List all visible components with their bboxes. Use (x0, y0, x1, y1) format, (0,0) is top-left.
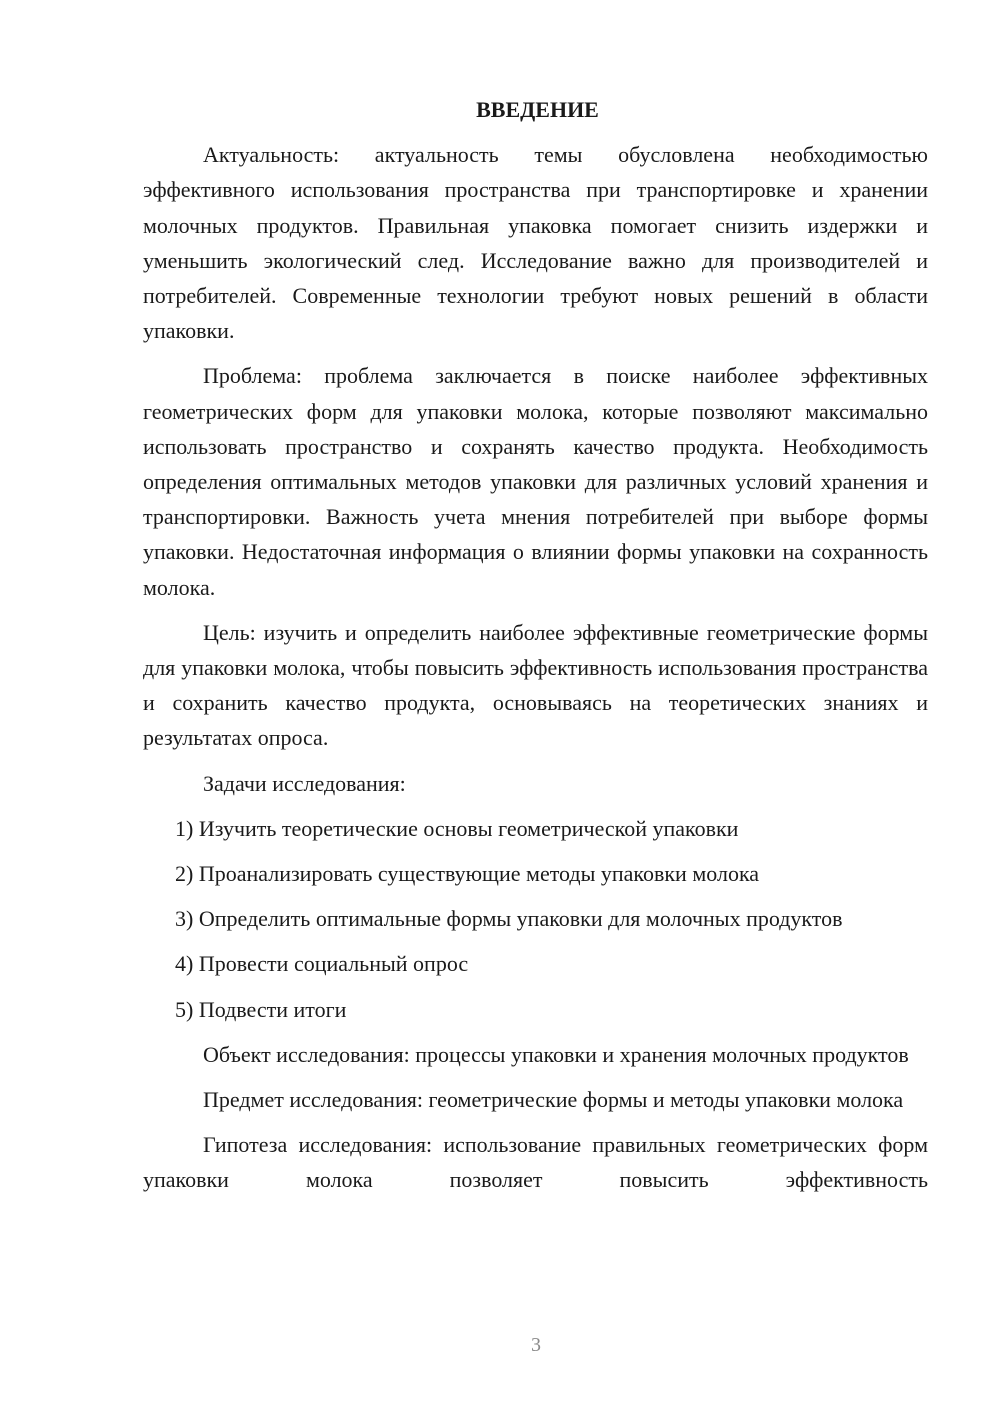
task-item-1: 1) Изучить теоретические основы геометрической упаковки (175, 815, 739, 841)
paragraph-hypothesis: Гипотеза исследования: использование правильных геометрических форм упаковки молока позволяет повысить эффективность (143, 1132, 928, 1193)
task-item-2: 2) Проанализировать существующие методы упаковки молока (175, 861, 760, 887)
paragraph-subject: Предмет исследования: геометрические формы и методы упаковки молока (203, 1087, 904, 1113)
page-content (143, 92, 928, 1208)
paragraph-problem: Проблема: проблема заключается в поиске наиболее эффективных геометрических форм для упаковки молока, которые позволяют максимально использовать пространство и сохранять качество продукта. Необходимость определения оптимальных методов упаковки для различных условий хранения и транспортировки. Важность учета мнения потребителей при выборе формы упаковки. Недостаточная информация о влиянии формы упаковки на сохранность молока. (143, 363, 928, 600)
section-heading: ВВЕДЕНИЕ (476, 97, 599, 122)
tasks-heading: Задачи исследования: (203, 770, 406, 796)
paragraph-relevance: Актуальность: актуальность темы обусловлена необходимостью эффективного использования пространства при транспортировке и хранении молочных продуктов. Правильная упаковка помогает снизить издержки и уменьшить экологический след. Исследование важно для производителей и потребителей. Современные технологии требуют новых решений в области упаковки. (143, 142, 928, 344)
task-item-3: 3) Определить оптимальные формы упаковки для молочных продуктов (175, 906, 843, 932)
paragraph-object: Объект исследования: процессы упаковки и хранения молочных продуктов (203, 1041, 909, 1067)
page-number: 3 (531, 1334, 541, 1356)
task-item-5: 5) Подвести итоги (175, 996, 347, 1022)
task-item-4: 4) Провести социальный опрос (175, 951, 469, 977)
paragraph-goal: Цель: изучить и определить наиболее эффективные геометрические формы для упаковки молока, чтобы повысить эффективность использования пространства и сохранить качество продукта, основываясь на теоретических знаниях и результатах опроса. (143, 619, 928, 751)
